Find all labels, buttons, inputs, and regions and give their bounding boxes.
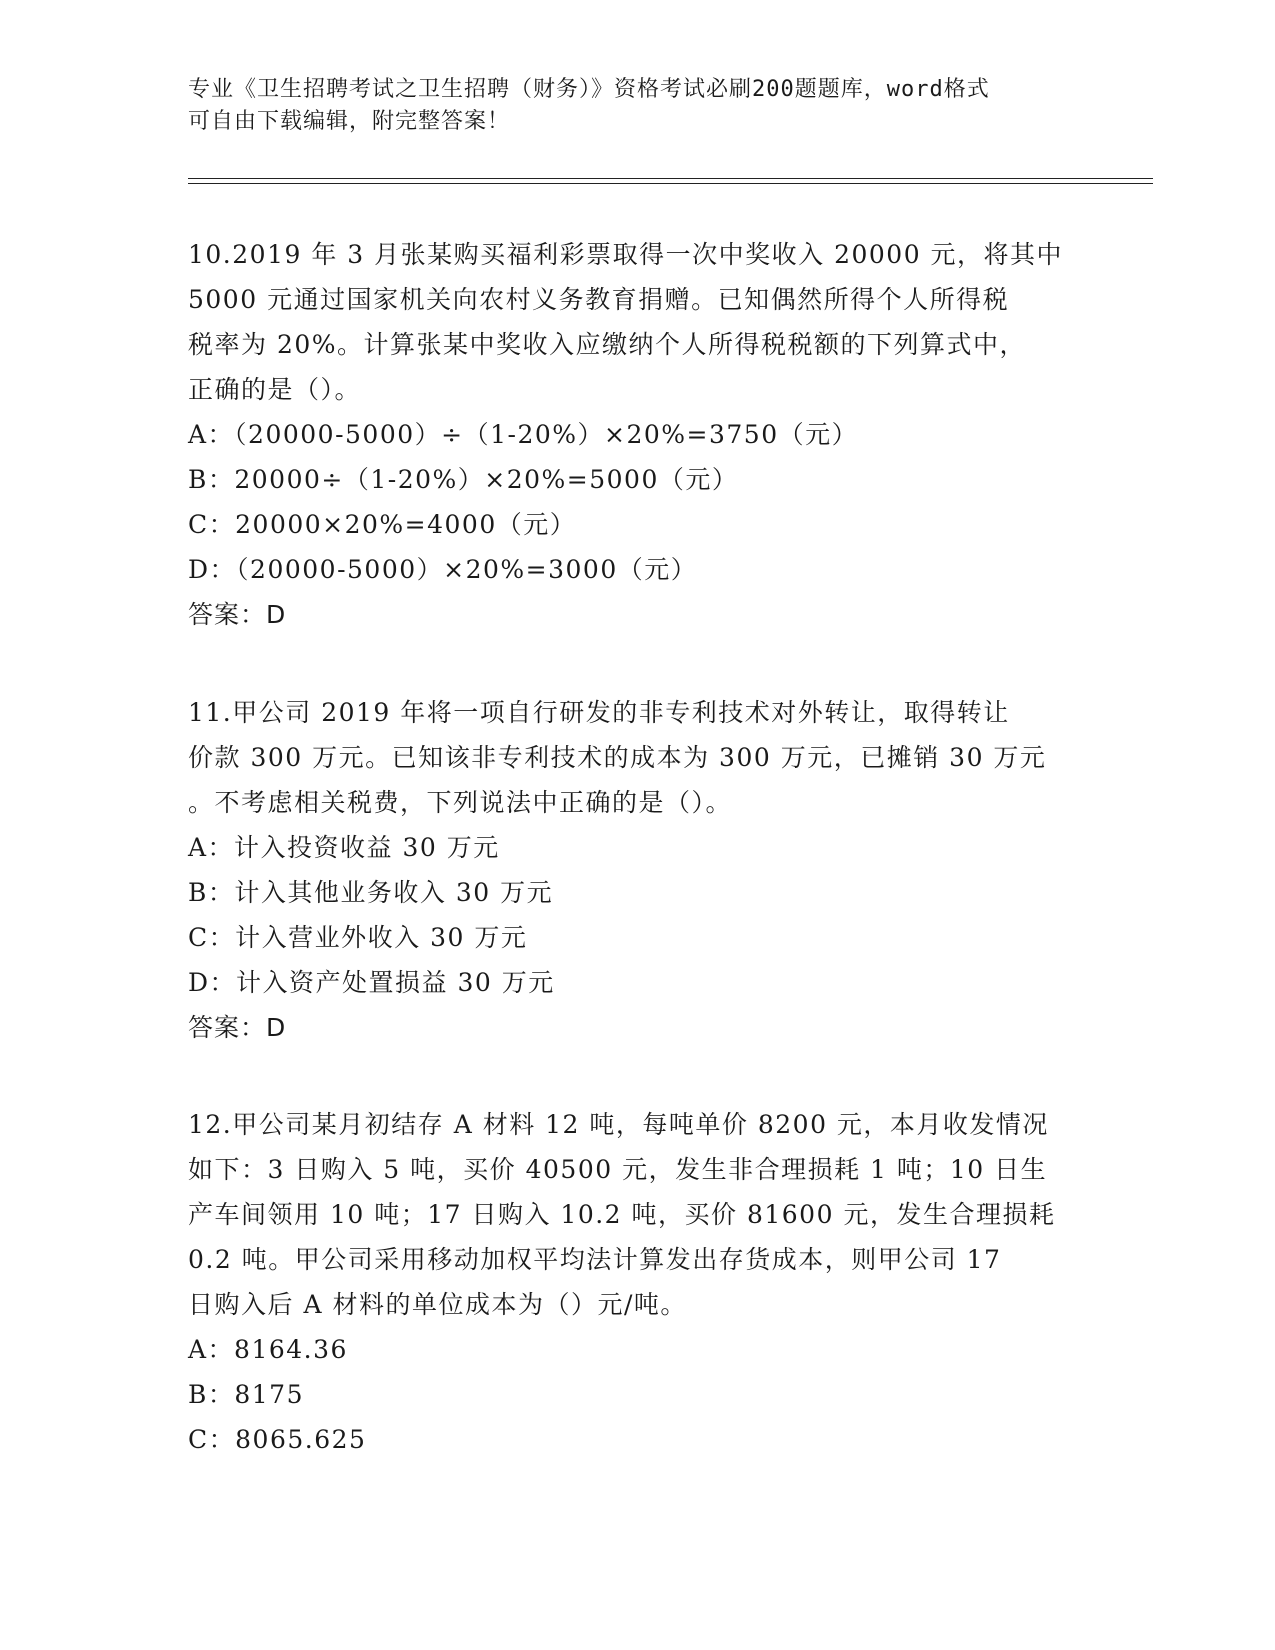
option-b: B：8175 <box>188 1380 304 1409</box>
option-c: C：计入营业外收入 30 万元 <box>188 923 528 952</box>
question-text-line: 10.2019 年 3 月张某购买福利彩票取得一次中奖收入 20000 元，将其中 <box>188 240 1064 269</box>
question-text-line: 产车间领用 10 吨；17 日购入 10.2 吨，买价 81600 元，发生合理损耗 <box>188 1200 1056 1229</box>
option-c: C：8065.625 <box>188 1425 367 1454</box>
question-text-line: 价款 300 万元。已知该非专利技术的成本为 300 万元，已摊销 30 万元 <box>188 743 1047 772</box>
option-c: C：20000×20%=4000（元） <box>188 510 577 539</box>
option-a: A：（20000-5000）÷（1-20%）×20%=3750（元） <box>188 420 859 449</box>
header-line-1: 专业《卫生招聘考试之卫生招聘（财务）》资格考试必刷200题题库，word格式 <box>188 77 990 102</box>
answer-label: 答案：D <box>188 1013 287 1042</box>
option-a: A：8164.36 <box>188 1335 348 1364</box>
question-11 <box>188 690 1088 1050</box>
question-text-line: 5000 元通过国家机关向农村义务教育捐赠。已知偶然所得个人所得税 <box>188 285 1010 314</box>
option-b: B：20000÷（1-20%）×20%=5000（元） <box>188 465 739 494</box>
question-text-line: 如下：3 日购入 5 吨，买价 40500 元，发生非合理损耗 1 吨；10 日生 <box>188 1155 1048 1184</box>
question-text-line: 0.2 吨。甲公司采用移动加权平均法计算发出存货成本，则甲公司 17 <box>188 1245 1002 1274</box>
option-a: A：计入投资收益 30 万元 <box>188 833 500 862</box>
question-12 <box>188 1102 1088 1462</box>
option-d: D：（20000-5000）×20%=3000（元） <box>188 555 698 584</box>
question-text-line: 正确的是（）。 <box>188 375 362 404</box>
option-b: B：计入其他业务收入 30 万元 <box>188 878 554 907</box>
question-text-line: 日购入后 A 材料的单位成本为（）元/吨。 <box>188 1290 687 1319</box>
question-text-line: 。不考虑相关税费，下列说法中正确的是（）。 <box>188 788 733 817</box>
option-d: D：计入资产处置损益 30 万元 <box>188 968 555 997</box>
document-header <box>188 74 1088 138</box>
header-divider-bottom <box>188 183 1153 184</box>
question-10 <box>188 232 1088 637</box>
header-divider-top <box>188 178 1153 179</box>
header-line-2: 可自由下载编辑，附完整答案！ <box>188 109 511 134</box>
question-text-line: 税率为 20%。计算张某中奖收入应缴纳个人所得税税额的下列算式中， <box>188 330 1027 359</box>
question-text-line: 11.甲公司 2019 年将一项自行研发的非专利技术对外转让，取得转让 <box>188 698 1010 727</box>
question-text-line: 12.甲公司某月初结存 A 材料 12 吨，每吨单价 8200 元，本月收发情况 <box>188 1110 1049 1139</box>
answer-label: 答案：D <box>188 600 287 629</box>
